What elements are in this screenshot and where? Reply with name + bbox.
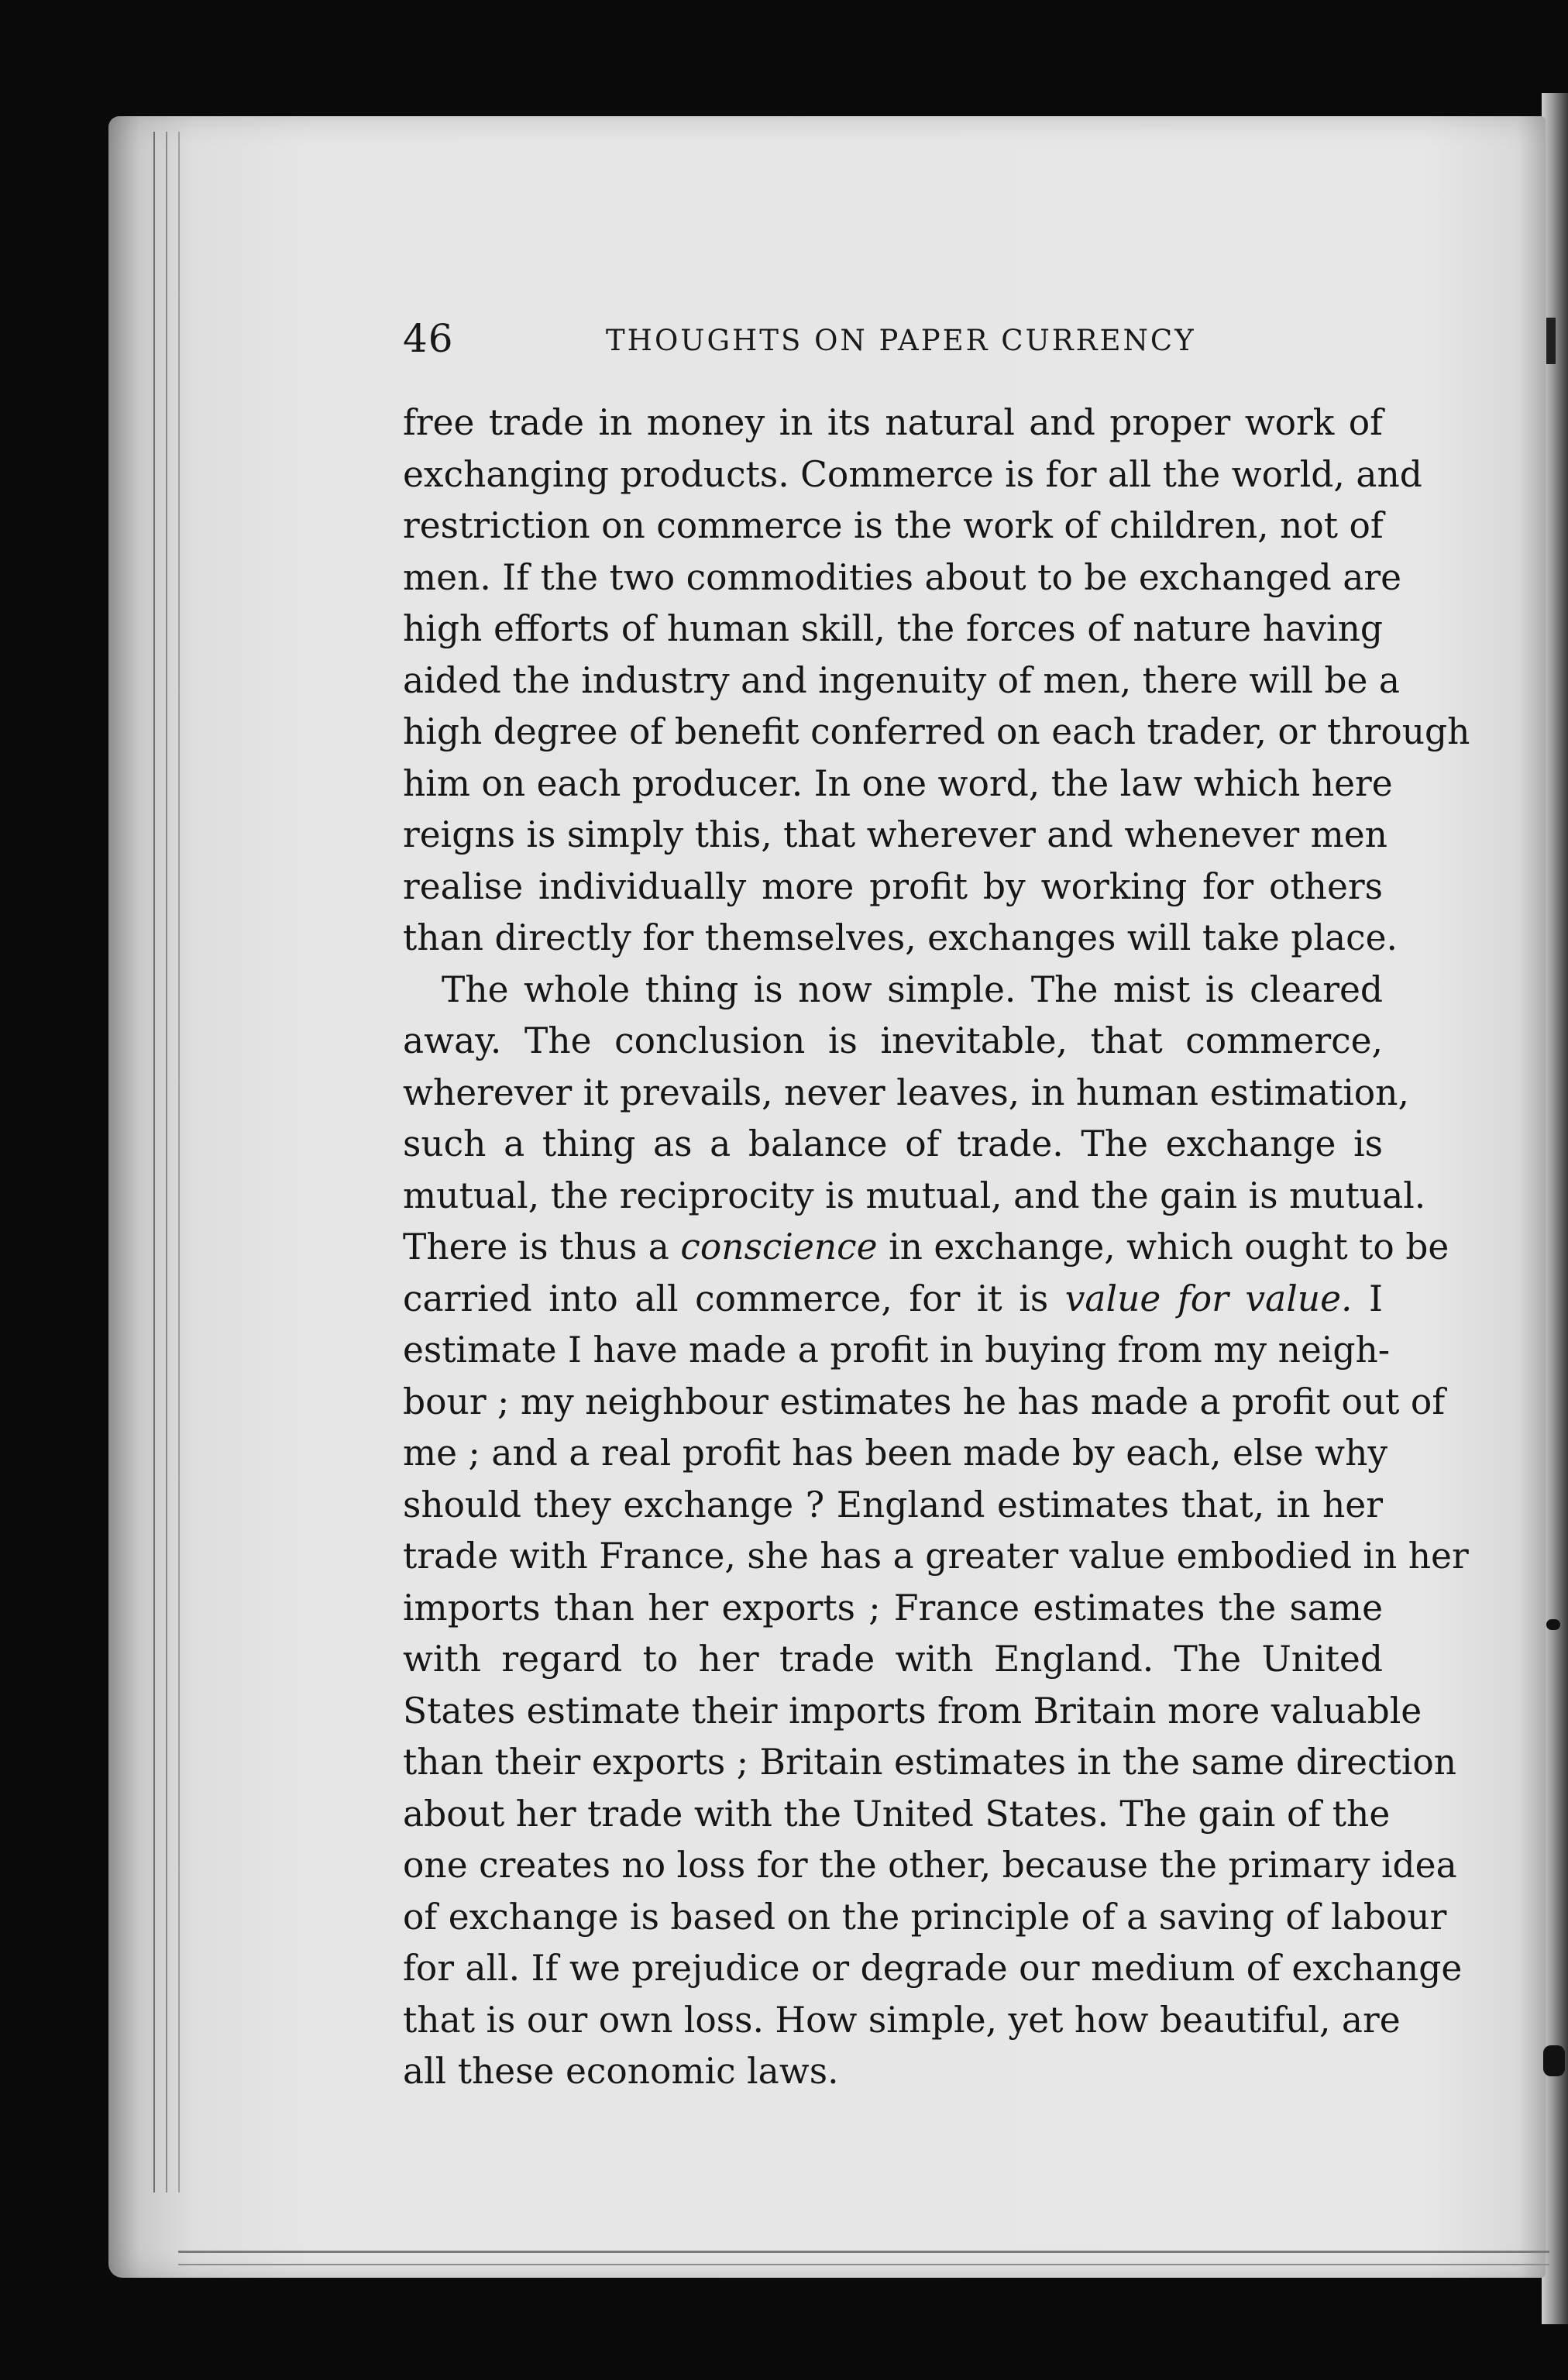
text-line: exchanging products. Commerce is for all the world, and	[403, 453, 1422, 495]
page-number: 46	[403, 316, 454, 361]
text-line: than directly for themselves, exchanges will take place.	[403, 917, 1398, 958]
text-line: restriction on commerce is the work of children, not of	[403, 505, 1384, 546]
text-line: States estimate their imports from Britain more valuable	[403, 1690, 1422, 1732]
text-line: trade with France, she has a greater value embodied in her	[403, 1536, 1469, 1577]
running-head	[403, 316, 1549, 370]
text-line: free trade in money in its natural and proper work of	[403, 402, 1383, 443]
text-line: bour ; my neighbour estimates he has made a profit out of	[403, 1381, 1446, 1422]
text-line: imports than her exports ; France estimates the same	[403, 1587, 1383, 1629]
text-line: aided the industry and ingenuity of men, there will be a	[403, 659, 1401, 701]
text-line: all these economic laws.	[403, 2051, 839, 2092]
text-line: high degree of benefit conferred on each trader, or through	[403, 711, 1470, 752]
text-line	[403, 1274, 1383, 1326]
book-edge	[1542, 93, 1568, 2324]
page-bottom-edge	[178, 2251, 1549, 2253]
page-gutter-line	[178, 132, 180, 2193]
text-run: I	[1352, 1278, 1383, 1319]
text-line: one creates no loss for the other, because the primary idea	[403, 1845, 1457, 1886]
text-line: than their exports ; Britain estimates in the same direction	[403, 1742, 1457, 1783]
text-line: estimate I have made a profit in buying from my neigh-	[403, 1329, 1391, 1371]
italic-text: value for value.	[1064, 1278, 1353, 1319]
text-line: of exchange is based on the principle of a saving of labour	[403, 1896, 1447, 1938]
text-line: high efforts of human skill, the forces of nature having	[403, 608, 1383, 649]
text-line: me ; and a real profit has been made by each, else why	[403, 1432, 1388, 1474]
text-run: carried into all commerce, for it is	[403, 1278, 1065, 1319]
body-text	[403, 397, 1470, 2098]
text-line: such a thing as a balance of trade. The exchange is	[403, 1123, 1383, 1164]
text-line: wherever it prevails, never leaves, in human estimation,	[403, 1071, 1409, 1113]
text-line: for all. If we prejudice or degrade our medium of exchange	[403, 1948, 1463, 1989]
scan-speck	[1546, 1619, 1560, 1630]
italic-text: conscience	[680, 1226, 878, 1267]
text-line: men. If the two commodities about to be exchanged are	[403, 556, 1402, 598]
text-line: should they exchange ? England estimates that, in her	[403, 1484, 1383, 1525]
text-line	[403, 1222, 1449, 1274]
text-line: him on each producer. In one word, the law which here	[403, 762, 1393, 804]
text-line: The whole thing is now simple. The mist is cleared	[442, 968, 1383, 1010]
page-gutter-line	[166, 132, 167, 2193]
text-line: realise individually more profit by working for others	[403, 865, 1383, 907]
text-line: with regard to her trade with England. The United	[403, 1639, 1383, 1680]
text-line: mutual, the reciprocity is mutual, and the gain is mutual.	[403, 1175, 1426, 1216]
text-run: There is thus a	[403, 1226, 681, 1267]
text-line: about her trade with the United States. The gain of the	[403, 1793, 1391, 1835]
text-line: reigns is simply this, that wherever and whenever men	[403, 814, 1387, 855]
scan-speck	[1543, 2045, 1565, 2076]
page-gutter-line	[153, 132, 155, 2193]
text-run: in exchange, which ought to be	[877, 1226, 1449, 1267]
text-line: away. The conclusion is inevitable, that commerce,	[403, 1020, 1383, 1061]
text-line: that is our own loss. How simple, yet how beautiful, are	[403, 1999, 1401, 2041]
page-bottom-edge	[178, 2264, 1549, 2265]
running-title: THOUGHTS ON PAPER CURRENCY	[606, 324, 1196, 357]
